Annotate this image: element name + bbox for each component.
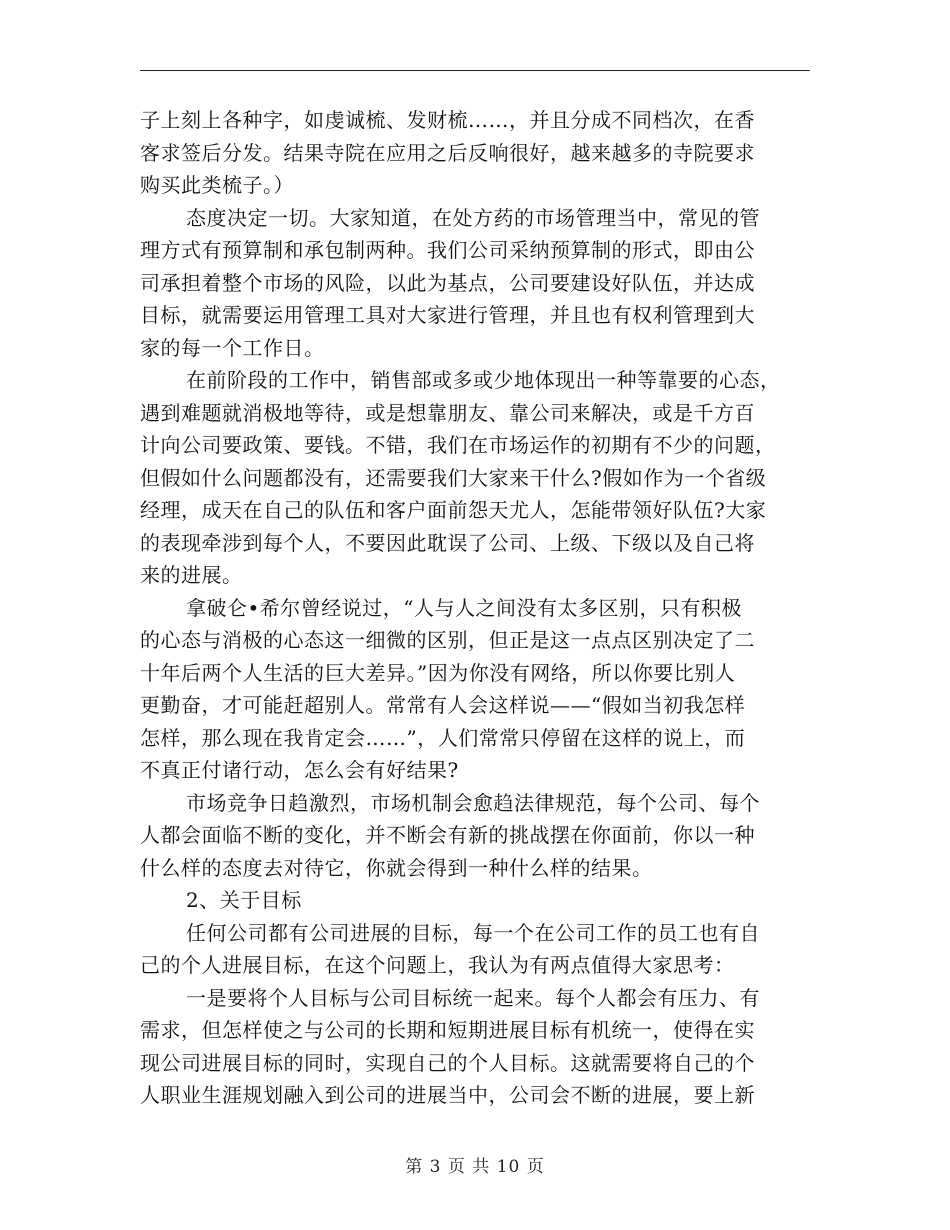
paragraph-first-line: 市场竞争日趋激烈，市场机制会愈趋法律规范，每个公司、每个 (186, 790, 760, 815)
section-heading: 2、关于目标 (186, 888, 302, 912)
text-line: 的心态与消极的心态这一细微的区别，但正是这一点点区别决定了二 (140, 628, 755, 652)
text-line: 司承担着整个市场的风险，以此为基点，公司要建设好队伍，并达成 (140, 270, 755, 295)
text-line: 怎样，那么现在我肯定会……”，人们常常只停留在这样的说上，而 (140, 725, 746, 750)
text-line: 遇到难题就消极地等待，或是想靠朋友、靠公司来解决，或是千方百 (140, 400, 755, 425)
text-line: 人都会面临不断的变化，并不断会有新的挑战摆在你面前，你以一种 (140, 823, 755, 847)
text-line: 的表现牵涉到每个人，不要因此耽误了公司、上级、下级以及自己将 (140, 530, 755, 555)
text-line: 家的每一个工作日。 (140, 335, 325, 360)
text-line: 更勤奋，才可能赶超别人。常常有人会这样说——“假如当初我怎样 (140, 693, 746, 717)
document-body (140, 104, 810, 1112)
paragraph-first-line: 态度决定一切。大家知道，在处方药的市场管理当中，常见的管 (186, 205, 760, 230)
text-line: 目标，就需要运用管理工具对大家进行管理，并且也有权利管理到大 (140, 303, 755, 327)
paragraph-first-line: 拿破仑•希尔曾经说过，“人与人之间没有太多区别，只有积极 (186, 595, 743, 620)
text-line: 理方式有预算制和承包制两种。我们公司采纳预算制的形式，即由公 (140, 238, 755, 262)
page-footer: 第 3 页 共 10 页 (405, 1157, 545, 1177)
header-rule (140, 70, 810, 71)
text-line: 十年后两个人生活的巨大差异。”因为你没有网络，所以你要比别人 (140, 660, 736, 685)
text-line: 己的个人进展目标，在这个问题上，我认为有两点值得大家思考： (140, 953, 735, 977)
text-line: 计向公司要政策、要钱。不错，我们在市场运作的初期有不少的问题， (140, 433, 776, 457)
text-line: 购买此类梳子。） (140, 173, 294, 197)
text-line: 现公司进展目标的同时，实现自己的个人目标。这就需要将自己的个 (140, 1050, 755, 1075)
text-line: 人职业生涯规划融入到公司的进展当中，公司会不断的进展，要上新 (140, 1083, 755, 1107)
text-line: 但假如什么问题都没有，还需要我们大家来干什么?假如作为一个省级 (140, 465, 767, 490)
paragraph-first-line: 任何公司都有公司进展的目标，每一个在公司工作的员工也有自 (186, 920, 760, 945)
text-line: 子上刻上各种字，如虔诚梳、发财梳……，并且分成不同档次，在香 (140, 108, 755, 132)
text-line: 客求签后分发。结果寺院在应用之后反响很好，越来越多的寺院要求 (140, 140, 755, 165)
text-line: 需求，但怎样使之与公司的长期和短期进展目标有机统一，使得在实 (140, 1018, 755, 1042)
text-line: 什么样的态度去对待它，你就会得到一种什么样的结果。 (140, 855, 653, 880)
paragraph-first-line: 在前阶段的工作中，销售部或多或少地体现出一种等靠要的心态， (186, 368, 781, 392)
text-line: 不真正付诸行动，怎么会有好结果? (140, 758, 459, 782)
text-line: 经理，成天在自己的队伍和客户面前怨天尤人，怎能带领好队伍?大家 (140, 498, 767, 522)
paragraph-first-line: 一是要将个人目标与公司目标统一起来。每个人都会有压力、有 (186, 985, 760, 1010)
text-line: 来的进展。 (140, 563, 243, 587)
